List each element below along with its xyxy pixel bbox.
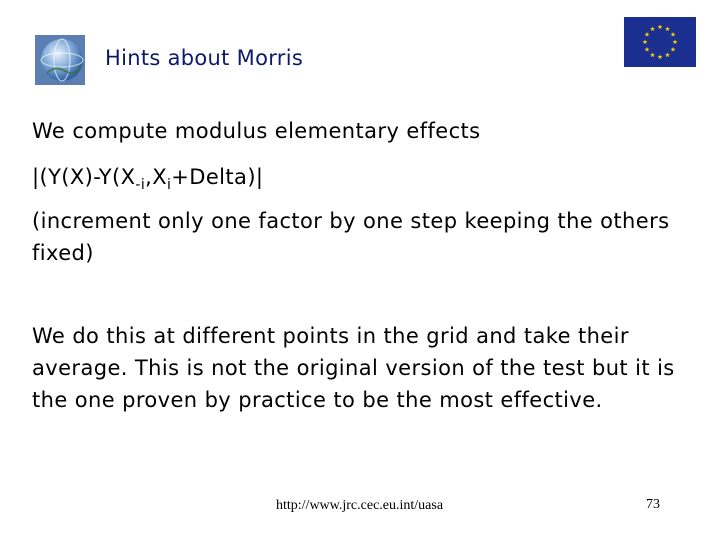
formula-subscript: -i (135, 177, 146, 193)
formula-subscript: i (167, 177, 172, 193)
formula-part: ,X (145, 165, 167, 189)
formula-part: |(Y(X)-Y(X (32, 165, 136, 189)
eu-flag-icon (624, 17, 696, 67)
page-number: 73 (646, 497, 660, 512)
intro-line: We compute modulus elementary effects (32, 119, 481, 143)
page-title: Hints about Morris (105, 46, 304, 70)
average-explanation: We do this at different points in the grid and take their average. This is not the original version of the test but it is the one proven by practice to be the most effective. (32, 324, 675, 412)
formula-part: +Delta)| (171, 165, 264, 189)
increment-note: (increment only one factor by one step keeping the others fixed) (32, 209, 670, 265)
jrc-globe-logo-icon (35, 35, 85, 85)
formula-line (32, 165, 263, 193)
footer-url: http://www.jrc.cec.eu.int/uasa (276, 498, 444, 513)
